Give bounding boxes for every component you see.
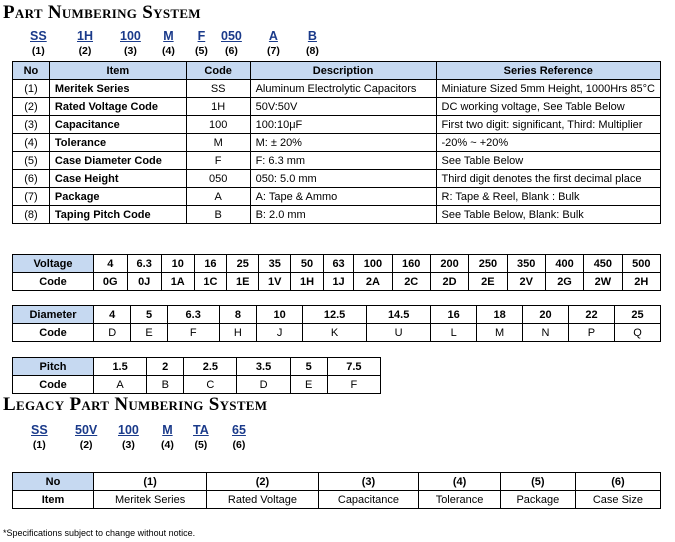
pitch-code: A	[94, 376, 147, 394]
legacy-part-number-code: M	[162, 423, 173, 437]
diameter-value: 18	[477, 306, 523, 324]
part-number-segment	[120, 30, 141, 56]
table-cell: (2)	[13, 98, 50, 116]
part-number-code: M	[163, 29, 174, 43]
part-number-code: SS	[30, 29, 47, 43]
part-number-segment	[306, 30, 319, 56]
column-header: Code	[186, 62, 250, 80]
voltage-code: 1H	[291, 273, 324, 291]
diameter-code-row	[13, 324, 661, 342]
legacy-value-row	[13, 473, 661, 491]
voltage-code: 2E	[469, 273, 507, 291]
column-header: No	[13, 62, 50, 80]
legacy-code-row	[13, 491, 661, 509]
voltage-value: 4	[94, 255, 128, 273]
part-number-index: (1)	[31, 44, 45, 57]
legacy-part-number-index: (2)	[79, 438, 93, 451]
voltage-value-row	[13, 255, 661, 273]
part-number-index: (3)	[124, 44, 137, 57]
legacy-code: Package	[500, 491, 575, 509]
legacy-part-number-segment	[161, 424, 174, 450]
table-cell: (8)	[13, 206, 50, 224]
table-cell: (7)	[13, 188, 50, 206]
table-cell: (1)	[13, 80, 50, 98]
part-number-segment	[221, 30, 242, 56]
part-number-index: (4)	[162, 44, 175, 57]
table-cell: M	[186, 134, 250, 152]
pitch-value: 2.5	[184, 358, 237, 376]
pitch-value: 7.5	[327, 358, 380, 376]
diameter-code: N	[523, 324, 569, 342]
table-cell: Tolerance	[49, 134, 186, 152]
voltage-code: 1A	[161, 273, 194, 291]
legacy-part-number-code: 65	[232, 423, 246, 437]
table-row	[13, 98, 661, 116]
diameter-value: 22	[569, 306, 615, 324]
voltage-code: 1J	[323, 273, 353, 291]
diameter-code: L	[431, 324, 477, 342]
voltage-value: 250	[469, 255, 507, 273]
diameter-value: 12.5	[303, 306, 367, 324]
voltage-code: 2D	[430, 273, 468, 291]
table-cell: F: 6.3 mm	[250, 152, 436, 170]
table-cell: Third digit denotes the first decimal place	[436, 170, 661, 188]
voltage-value: 25	[227, 255, 259, 273]
part-number-code: 100	[120, 29, 141, 43]
voltage-value: 350	[507, 255, 545, 273]
diameter-code: E	[131, 324, 167, 342]
pitch-value-row	[13, 358, 381, 376]
table-cell: A	[186, 188, 250, 206]
legacy-value: (5)	[500, 473, 575, 491]
pitch-code: E	[290, 376, 327, 394]
voltage-value: 500	[622, 255, 660, 273]
voltage-code: 2W	[584, 273, 622, 291]
legacy-part-number-code: SS	[31, 423, 48, 437]
diameter-value: 5	[131, 306, 167, 324]
table-cell: Package	[49, 188, 186, 206]
table-row	[13, 188, 661, 206]
row-label: No	[13, 473, 94, 491]
table-cell: F	[186, 152, 250, 170]
legacy-code: Capacitance	[318, 491, 418, 509]
legacy-code: Rated Voltage	[207, 491, 319, 509]
legacy-part-number-index: (1)	[32, 438, 46, 451]
legacy-table	[12, 472, 661, 509]
part-number-segment	[30, 30, 47, 56]
legacy-part-number-code: TA	[193, 423, 209, 437]
voltage-code: 0G	[94, 273, 128, 291]
table-cell: Capacitance	[49, 116, 186, 134]
legacy-part-number-code: 50V	[75, 423, 98, 437]
table-cell: Meritek Series	[49, 80, 186, 98]
table-cell: Case Diameter Code	[49, 152, 186, 170]
table-cell: Taping Pitch Code	[49, 206, 186, 224]
table-cell: 1H	[186, 98, 250, 116]
column-header: Item	[49, 62, 186, 80]
legacy-part-number-segment	[193, 424, 209, 450]
part-number-index: (2)	[78, 44, 92, 57]
voltage-code: 1E	[227, 273, 259, 291]
table-cell: 050	[186, 170, 250, 188]
diameter-value: 6.3	[167, 306, 219, 324]
voltage-code-table	[12, 254, 661, 291]
table-cell: M: ± 20%	[250, 134, 436, 152]
pitch-value: 3.5	[237, 358, 290, 376]
pitch-value: 5	[290, 358, 327, 376]
table-cell: DC working voltage, See Table Below	[436, 98, 661, 116]
diameter-code: U	[367, 324, 431, 342]
part-number-index: (5)	[195, 44, 208, 57]
legacy-part-number-index: (6)	[232, 438, 246, 451]
pitch-code: C	[184, 376, 237, 394]
diameter-value: 16	[431, 306, 477, 324]
table-cell: B	[186, 206, 250, 224]
diameter-value-row	[13, 306, 661, 324]
diameter-value: 14.5	[367, 306, 431, 324]
part-number-code: 1H	[77, 29, 93, 43]
pitch-code: B	[147, 376, 184, 394]
row-label: Diameter	[13, 306, 94, 324]
legacy-code: Case Size	[575, 491, 660, 509]
row-label: Code	[13, 376, 94, 394]
voltage-code-row	[13, 273, 661, 291]
voltage-value: 450	[584, 255, 622, 273]
legacy-part-number-segment	[75, 424, 97, 450]
legacy-part-number-segment	[118, 424, 139, 450]
legacy-code: Tolerance	[419, 491, 501, 509]
part-number-index: (8)	[306, 44, 319, 57]
diameter-value: 25	[614, 306, 660, 324]
voltage-value: 400	[545, 255, 583, 273]
diameter-value: 4	[94, 306, 131, 324]
voltage-code: 0J	[127, 273, 161, 291]
part-number-code: A	[268, 29, 278, 43]
legacy-code: Meritek Series	[94, 491, 207, 509]
pitch-value: 1.5	[94, 358, 147, 376]
table-cell: B: 2.0 mm	[250, 206, 436, 224]
diameter-value: 20	[523, 306, 569, 324]
voltage-code: 2V	[507, 273, 545, 291]
diameter-code: M	[477, 324, 523, 342]
diameter-code: J	[257, 324, 303, 342]
column-header: Description	[250, 62, 436, 80]
diameter-code-table	[12, 305, 661, 342]
legacy-part-number-segment	[232, 424, 246, 450]
legacy-value: (2)	[207, 473, 319, 491]
row-label: Code	[13, 324, 94, 342]
footnote: *Specifications subject to change without notice.	[3, 528, 196, 538]
legacy-value: (6)	[575, 473, 660, 491]
part-number-code: 050	[221, 29, 242, 43]
table-row	[13, 206, 661, 224]
table-cell: 100	[186, 116, 250, 134]
legacy-value: (1)	[94, 473, 207, 491]
column-header: Series Reference	[436, 62, 661, 80]
table-cell: -20% ~ +20%	[436, 134, 661, 152]
legacy-section-title: Legacy Part Numbering System	[3, 394, 268, 415]
diameter-value: 10	[257, 306, 303, 324]
voltage-value: 200	[430, 255, 468, 273]
part-number-index: (7)	[267, 44, 280, 57]
table-row	[13, 134, 661, 152]
diameter-code: F	[167, 324, 219, 342]
spec-table-header	[13, 62, 661, 80]
pitch-code-row	[13, 376, 381, 394]
voltage-code: 2C	[392, 273, 430, 291]
table-cell: Rated Voltage Code	[49, 98, 186, 116]
table-cell: See Table Below	[436, 152, 661, 170]
diameter-value: 8	[219, 306, 256, 324]
voltage-value: 63	[323, 255, 353, 273]
voltage-code: 2H	[622, 273, 660, 291]
part-number-segment	[162, 30, 175, 56]
table-cell: (6)	[13, 170, 50, 188]
page-title: Part Numbering System	[3, 2, 201, 23]
table-cell: (5)	[13, 152, 50, 170]
table-cell: See Table Below, Blank: Bulk	[436, 206, 661, 224]
part-number-segment	[267, 30, 280, 56]
pitch-code: F	[327, 376, 380, 394]
pitch-value: 2	[147, 358, 184, 376]
diameter-code: D	[94, 324, 131, 342]
voltage-value: 10	[161, 255, 194, 273]
part-number-code: F	[197, 29, 206, 43]
legacy-part-number-index: (5)	[194, 438, 208, 451]
legacy-value: (4)	[419, 473, 501, 491]
table-cell: 100:10μF	[250, 116, 436, 134]
table-cell: Miniature Sized 5mm Height, 1000Hrs 85°C	[436, 80, 661, 98]
part-number-index: (6)	[225, 44, 238, 57]
diameter-code: K	[303, 324, 367, 342]
table-cell: Aluminum Electrolytic Capacitors	[250, 80, 436, 98]
row-label: Pitch	[13, 358, 94, 376]
diameter-code: Q	[614, 324, 660, 342]
voltage-code: 1C	[194, 273, 227, 291]
part-number-segment	[195, 30, 208, 56]
legacy-part-number-index: (4)	[161, 438, 174, 451]
diameter-code: P	[569, 324, 615, 342]
table-cell: (4)	[13, 134, 50, 152]
voltage-value: 35	[259, 255, 291, 273]
table-cell: 050: 5.0 mm	[250, 170, 436, 188]
legacy-part-number-segment	[31, 424, 48, 450]
table-row	[13, 152, 661, 170]
table-cell: A: Tape & Ammo	[250, 188, 436, 206]
row-label: Item	[13, 491, 94, 509]
voltage-value: 160	[392, 255, 430, 273]
part-number-segment	[77, 30, 93, 56]
voltage-code: 2G	[545, 273, 583, 291]
part-number-code: B	[307, 29, 317, 43]
table-cell: 50V:50V	[250, 98, 436, 116]
diameter-code: H	[219, 324, 256, 342]
table-row	[13, 116, 661, 134]
legacy-part-number-code: 100	[118, 423, 139, 437]
spec-table	[12, 61, 661, 224]
voltage-code: 2A	[354, 273, 392, 291]
table-cell: SS	[186, 80, 250, 98]
table-cell: Case Height	[49, 170, 186, 188]
legacy-part-number-index: (3)	[122, 438, 135, 451]
pitch-code-table	[12, 357, 381, 394]
table-cell: R: Tape & Reel, Blank : Bulk	[436, 188, 661, 206]
legacy-value: (3)	[318, 473, 418, 491]
voltage-value: 16	[194, 255, 227, 273]
table-row	[13, 80, 661, 98]
voltage-value: 100	[354, 255, 392, 273]
table-row	[13, 170, 661, 188]
row-label: Code	[13, 273, 94, 291]
pitch-code: D	[237, 376, 290, 394]
table-cell: First two digit: significant, Third: Multiplier	[436, 116, 661, 134]
table-cell: (3)	[13, 116, 50, 134]
voltage-value: 6.3	[127, 255, 161, 273]
voltage-code: 1V	[259, 273, 291, 291]
row-label: Voltage	[13, 255, 94, 273]
voltage-value: 50	[291, 255, 324, 273]
